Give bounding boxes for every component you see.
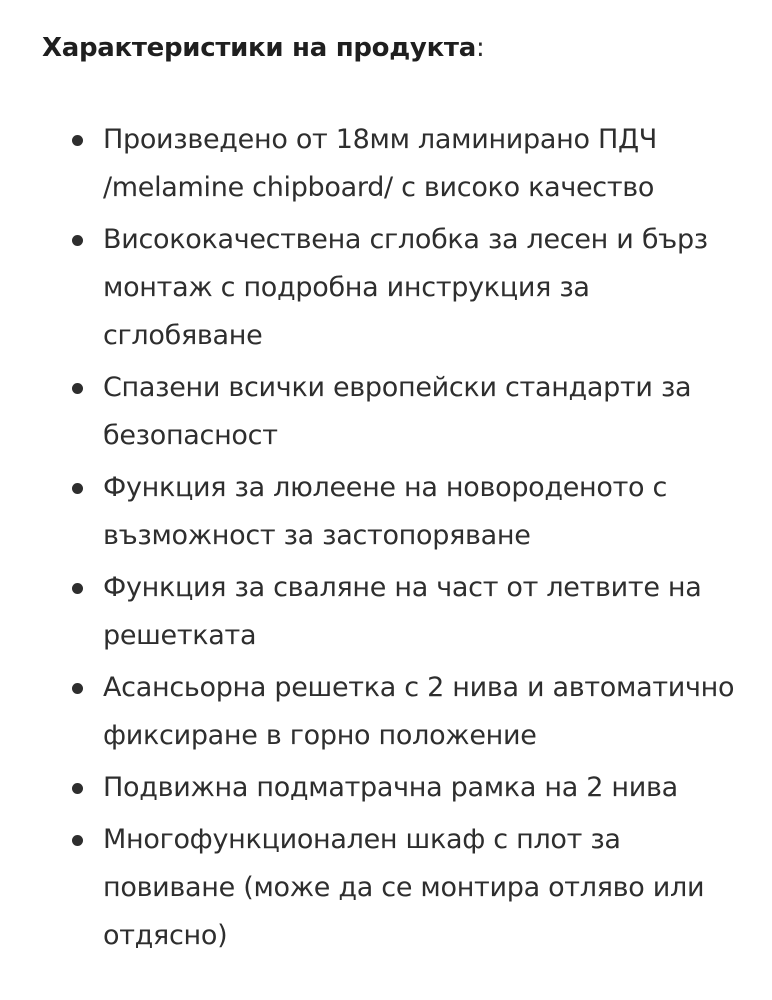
features-list (42, 116, 752, 960)
feature-text: Подвижна подматрачна рамка на 2 нива (103, 772, 678, 803)
bullet-icon (72, 383, 83, 394)
feature-text: Произведено от 18мм ламинирано ПДЧ /melamine chipboard/ с високо качество (103, 124, 657, 203)
section-heading (42, 26, 752, 70)
feature-text: Функция за сваляне на част от летвите на решетката (103, 572, 702, 651)
feature-text: Функция за люлеене на новороденото с възможност за застопоряване (103, 472, 668, 551)
section-title: Характеристики на продукта (42, 33, 476, 63)
feature-item (42, 116, 752, 212)
feature-item (42, 364, 752, 460)
feature-text: Многофункционален шкаф с плот за повиване (може да се монтира отляво или отдясно) (103, 824, 705, 951)
feature-item (42, 764, 752, 812)
bullet-icon (72, 483, 83, 494)
feature-item (42, 216, 752, 360)
bullet-icon (72, 135, 83, 146)
bullet-icon (72, 683, 83, 694)
feature-item (42, 664, 752, 760)
bullet-icon (72, 583, 83, 594)
section-title-colon: : (475, 33, 485, 63)
feature-text: Асансьорна решетка с 2 нива и автоматично фиксиране в горно положение (103, 672, 735, 751)
feature-text: Спазени всички европейски стандарти за безопасност (103, 372, 692, 451)
bullet-icon (72, 783, 83, 794)
feature-item (42, 564, 752, 660)
bullet-icon (72, 835, 83, 846)
feature-item (42, 464, 752, 560)
feature-text: Висококачествена сглобка за лесен и бърз монтаж с подробна инструкция за сглобяване (103, 224, 708, 351)
feature-item (42, 816, 752, 960)
bullet-icon (72, 235, 83, 246)
